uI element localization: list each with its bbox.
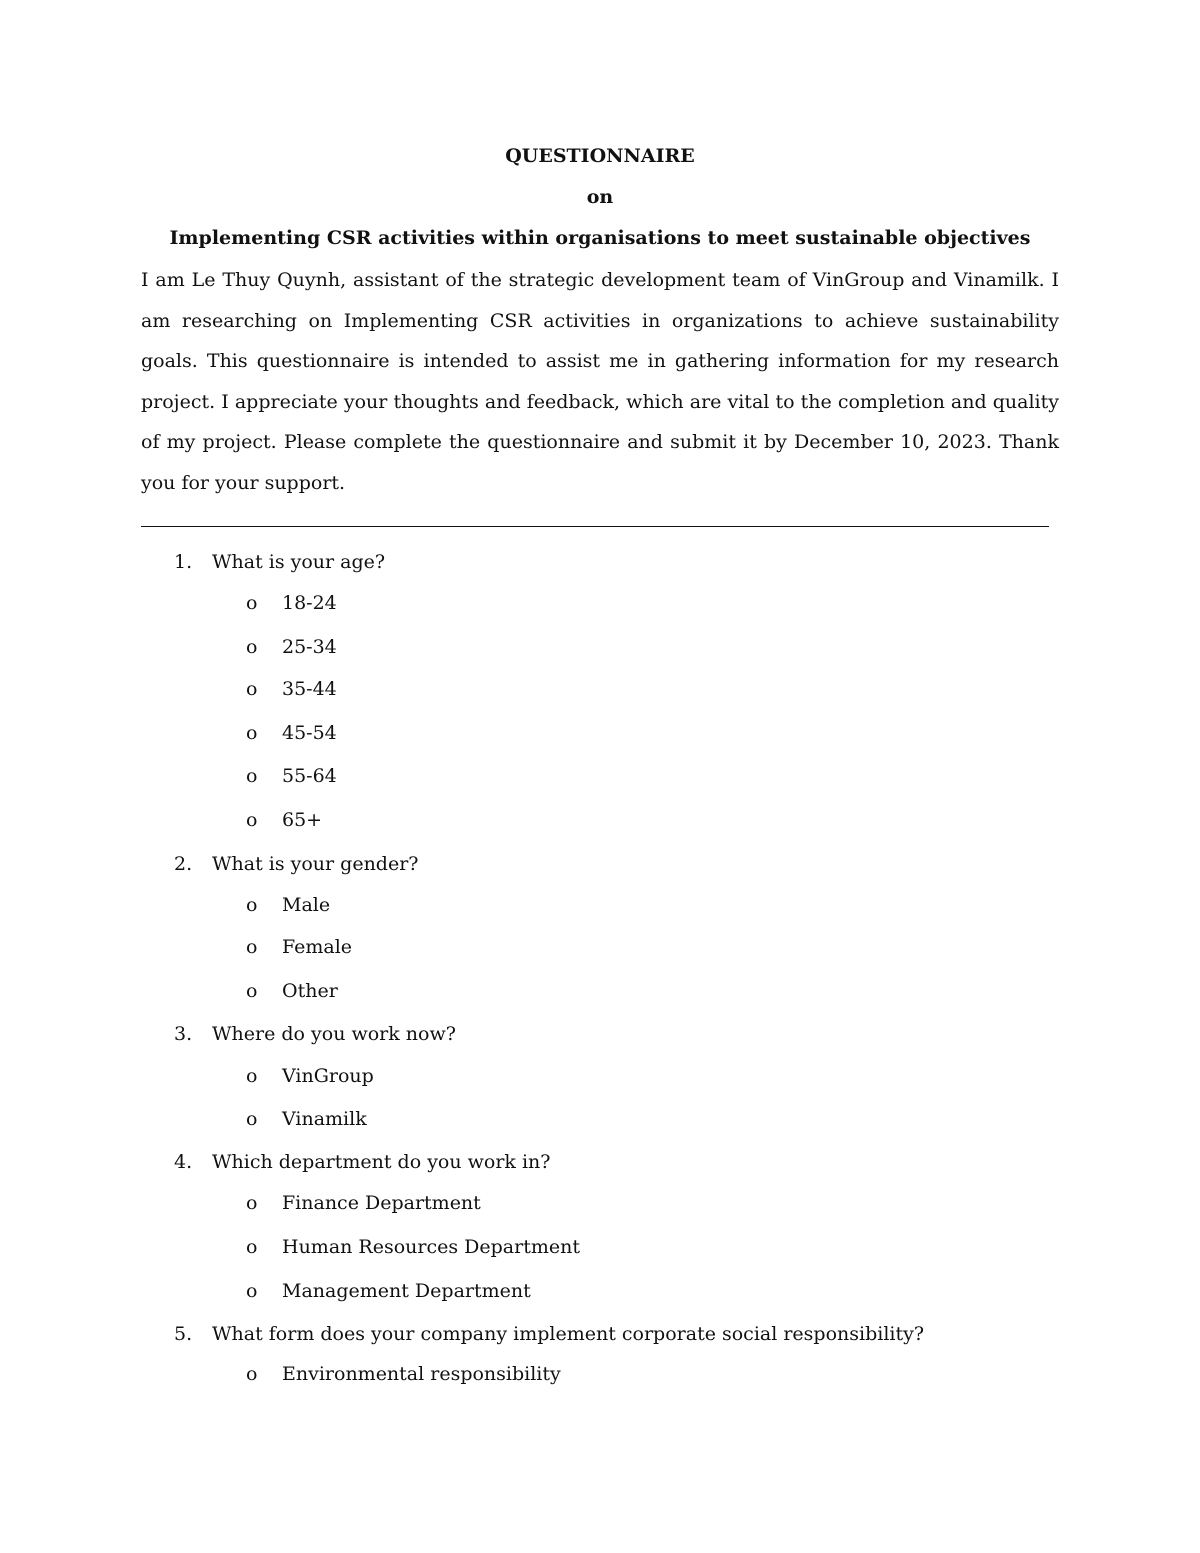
question-text: Which department do you work in? xyxy=(212,1151,551,1173)
option-label: 25-34 xyxy=(282,636,337,658)
option-item[interactable] xyxy=(246,1064,374,1088)
option-item[interactable] xyxy=(246,635,337,659)
question-number: 1. xyxy=(174,551,193,573)
option-label: Other xyxy=(282,980,338,1002)
question-2 xyxy=(174,852,419,876)
option-label: Male xyxy=(282,894,331,916)
option-label: 65+ xyxy=(282,809,323,831)
radio-circle-icon: o xyxy=(246,1108,258,1130)
option-label: Human Resources Department xyxy=(282,1236,580,1258)
option-item[interactable] xyxy=(246,1279,531,1303)
option-item[interactable] xyxy=(246,591,337,615)
question-3 xyxy=(174,1022,456,1046)
question-number: 2. xyxy=(174,853,193,875)
intro-paragraph: I am Le Thuy Quynh, assistant of the strategic development team of VinGroup and Vinamilk. I am researching on Implementing CSR activities in organizations to achieve sustainability goals. This questionnaire is intended to assist me in gathering information for my research project. I appreciate your thoughts and feedback, which are vital to the completion and quality of my project. Please complete the questionnaire and submit it by December 10, 2023. Thank you for your support. xyxy=(141,269,1059,494)
radio-circle-icon: o xyxy=(246,636,258,658)
option-label: 45-54 xyxy=(282,722,337,744)
option-item[interactable] xyxy=(246,935,352,959)
question-5 xyxy=(174,1322,924,1346)
option-label: Environmental responsibility xyxy=(282,1363,561,1385)
radio-circle-icon: o xyxy=(246,1065,258,1087)
title-connector: on xyxy=(586,186,614,208)
radio-circle-icon: o xyxy=(246,894,258,916)
option-label: Finance Department xyxy=(282,1192,481,1214)
option-item[interactable] xyxy=(246,979,338,1003)
radio-circle-icon: o xyxy=(246,980,258,1002)
question-text: What is your age? xyxy=(212,551,386,573)
option-label: 18-24 xyxy=(282,592,337,614)
radio-circle-icon: o xyxy=(246,592,258,614)
option-item[interactable] xyxy=(246,721,337,745)
option-item[interactable] xyxy=(246,808,322,832)
separator-line xyxy=(141,526,1049,527)
radio-circle-icon: o xyxy=(246,722,258,744)
option-label: Management Department xyxy=(282,1280,531,1302)
option-item[interactable] xyxy=(246,893,330,917)
radio-circle-icon: o xyxy=(246,678,258,700)
option-item[interactable] xyxy=(246,1107,367,1131)
question-number: 3. xyxy=(174,1023,193,1045)
question-text: What form does your company implement corporate social responsibility? xyxy=(212,1323,925,1345)
question-text: Where do you work now? xyxy=(212,1023,456,1045)
option-label: Female xyxy=(282,936,353,958)
radio-circle-icon: o xyxy=(246,809,258,831)
document-title: QUESTIONNAIRE xyxy=(505,145,695,167)
option-label: 55-64 xyxy=(282,765,337,787)
question-1 xyxy=(174,550,385,574)
option-item[interactable] xyxy=(246,1191,481,1215)
radio-circle-icon: o xyxy=(246,1192,258,1214)
document-subtitle: Implementing CSR activities within organisations to meet sustainable objectives xyxy=(169,227,1031,249)
radio-circle-icon: o xyxy=(246,765,258,787)
option-label: 35-44 xyxy=(282,678,337,700)
question-number: 4. xyxy=(174,1151,193,1173)
radio-circle-icon: o xyxy=(246,1363,258,1385)
option-label: Vinamilk xyxy=(282,1108,367,1130)
option-item[interactable] xyxy=(246,677,337,701)
radio-circle-icon: o xyxy=(246,1280,258,1302)
question-4 xyxy=(174,1150,550,1174)
question-number: 5. xyxy=(174,1323,193,1345)
radio-circle-icon: o xyxy=(246,936,258,958)
option-item[interactable] xyxy=(246,1235,580,1259)
option-item[interactable] xyxy=(246,764,337,788)
question-text: What is your gender? xyxy=(212,853,419,875)
radio-circle-icon: o xyxy=(246,1236,258,1258)
option-label: VinGroup xyxy=(282,1065,374,1087)
option-item[interactable] xyxy=(246,1362,561,1386)
